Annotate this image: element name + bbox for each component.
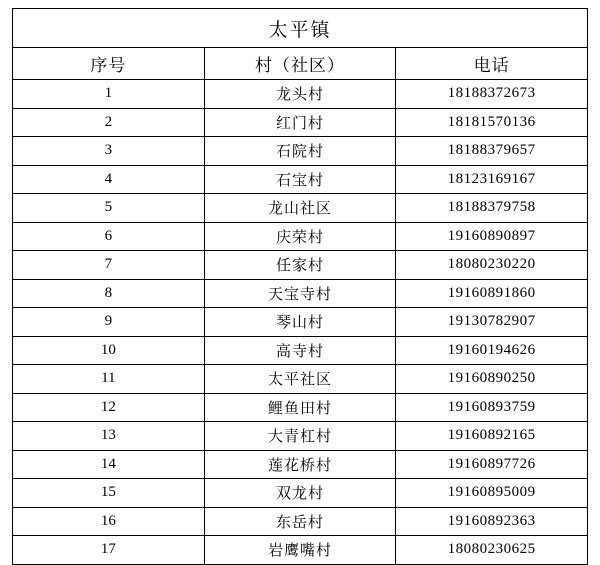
row-phone-number: 19160890897 [396,222,588,251]
column-header-index: 序号 [13,48,205,80]
row-phone-number: 18188379758 [396,194,588,223]
row-village-name: 庆荣村 [204,222,396,251]
row-index: 13 [13,422,205,451]
row-phone-number: 19160893759 [396,393,588,422]
row-phone-number: 18188379657 [396,137,588,166]
row-index: 3 [13,137,205,166]
row-village-name: 石院村 [204,137,396,166]
row-index: 6 [13,222,205,251]
row-phone-number: 18080230220 [396,251,588,280]
row-index: 17 [13,536,205,565]
row-index: 11 [13,365,205,394]
table-row [13,165,588,194]
row-phone-number: 18080230625 [396,536,588,565]
table-row [13,536,588,565]
table-row [13,393,588,422]
row-phone-number: 19160890250 [396,365,588,394]
row-village-name: 双龙村 [204,479,396,508]
row-village-name: 高寺村 [204,336,396,365]
row-village-name: 岩鹰嘴村 [204,536,396,565]
row-village-name: 石宝村 [204,165,396,194]
row-index: 9 [13,308,205,337]
table-row [13,194,588,223]
row-phone-number: 19160194626 [396,336,588,365]
row-village-name: 太平社区 [204,365,396,394]
table-row [13,450,588,479]
row-village-name: 东岳村 [204,507,396,536]
row-index: 16 [13,507,205,536]
row-phone-number: 19160892165 [396,422,588,451]
table-row [13,507,588,536]
page-title: 太平镇 [13,9,588,48]
row-village-name: 莲花桥村 [204,450,396,479]
table-row [13,308,588,337]
row-village-name: 大青杠村 [204,422,396,451]
row-phone-number: 18188372673 [396,80,588,109]
row-index: 7 [13,251,205,280]
column-header-village: 村（社区） [204,48,396,80]
row-index: 15 [13,479,205,508]
row-village-name: 龙山社区 [204,194,396,223]
table-row [13,422,588,451]
table-row [13,137,588,166]
row-village-name: 天宝寺村 [204,279,396,308]
table-row [13,222,588,251]
column-header-phone: 电话 [396,48,588,80]
row-phone-number: 19160891860 [396,279,588,308]
table-title-row [13,9,588,48]
row-village-name: 琴山村 [204,308,396,337]
row-index: 12 [13,393,205,422]
row-phone-number: 19160892363 [396,507,588,536]
contact-table [12,8,588,565]
row-index: 10 [13,336,205,365]
row-index: 4 [13,165,205,194]
row-phone-number: 18181570136 [396,108,588,137]
table-row [13,80,588,109]
row-index: 1 [13,80,205,109]
row-index: 14 [13,450,205,479]
table-header-row [13,48,588,80]
row-index: 2 [13,108,205,137]
row-village-name: 龙头村 [204,80,396,109]
row-phone-number: 19130782907 [396,308,588,337]
row-phone-number: 19160895009 [396,479,588,508]
row-village-name: 鲤鱼田村 [204,393,396,422]
table-row [13,479,588,508]
table-row [13,336,588,365]
table-row [13,108,588,137]
row-phone-number: 18123169167 [396,165,588,194]
row-village-name: 任家村 [204,251,396,280]
row-village-name: 红门村 [204,108,396,137]
row-index: 8 [13,279,205,308]
table-body [13,9,588,565]
table-row [13,251,588,280]
row-phone-number: 19160897726 [396,450,588,479]
row-index: 5 [13,194,205,223]
table-row [13,279,588,308]
table-row [13,365,588,394]
